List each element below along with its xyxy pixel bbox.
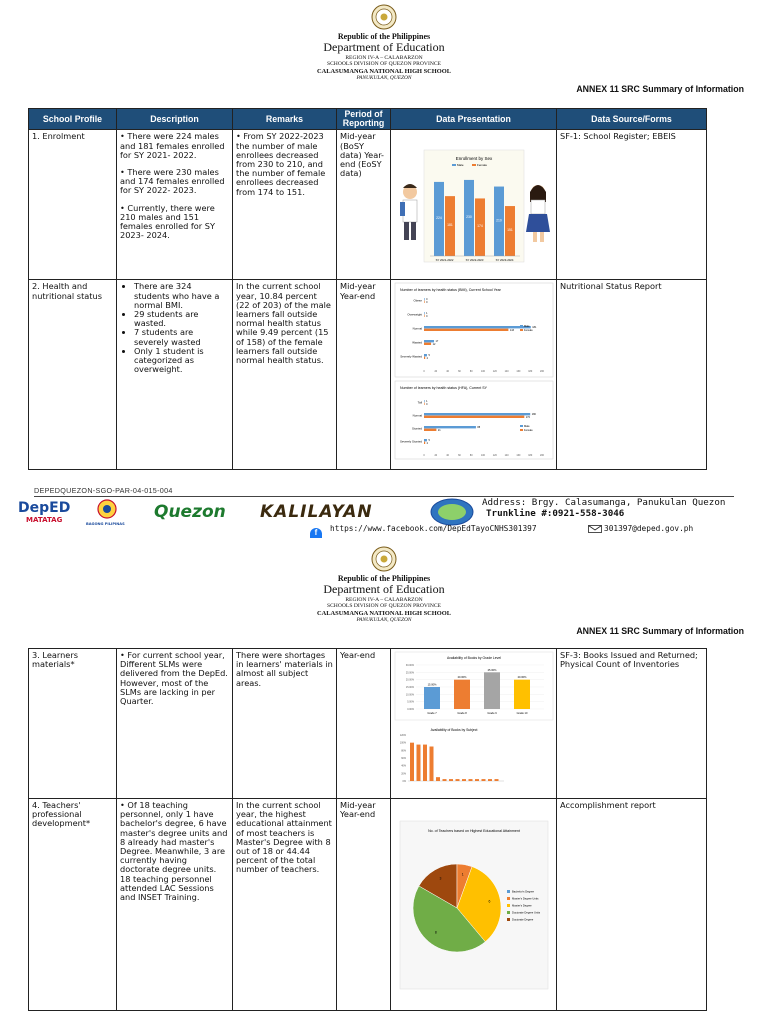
subject-bar — [436, 777, 440, 781]
row4-period: Mid-year Year-end — [337, 799, 391, 1011]
subject-tick-label: 80% — [400, 749, 406, 753]
hbar-tick-label: 20 — [433, 454, 437, 458]
hbar — [424, 301, 425, 303]
enroll-data-label: 210 — [495, 218, 502, 223]
quezon-logo: Quezon — [154, 502, 226, 522]
books-subject-title: Availability of Books by Subject — [430, 728, 477, 732]
legend-male: Male — [523, 425, 530, 429]
bmi-chart-title: Number of learners by health status (BMI), Current School Year — [399, 288, 501, 293]
row1-profile: 1. Enrolment — [29, 130, 117, 280]
matatag-logo: MATATAG — [26, 516, 63, 524]
books-grade-chart — [394, 651, 554, 721]
row4-remarks: In the current school year, the highest educational attainment of most teachers is Master's Degree with 8 out of 18 or 44.44 percent of the total number of teachers. — [233, 799, 337, 1011]
grade-bar — [424, 687, 440, 709]
pie-legend-label: Bachelor's Degree — [511, 890, 534, 894]
hbar-data-label: 5 — [427, 439, 430, 443]
enroll-data-label: 230 — [465, 214, 472, 219]
pie-legend-label: Master's Degree — [511, 904, 532, 908]
col-header-remarks: Remarks — [233, 109, 337, 130]
hfa-chart-title: Number of learners by health status (HFA), Current SY — [399, 386, 487, 391]
hbar-tick-label: 40 — [445, 454, 449, 458]
hbar-tick-label: 40 — [445, 370, 449, 374]
pie-legend-swatch — [507, 911, 510, 914]
hbar-data-label: 0 — [425, 315, 427, 319]
subject-bar — [481, 779, 485, 781]
grade-tick-label: 15.00% — [405, 686, 414, 689]
hbar — [424, 403, 425, 405]
grade-category-label: Grade 7 — [426, 712, 437, 715]
teachers-pie-chart — [399, 820, 549, 990]
hbar — [424, 416, 524, 418]
hbar-data-label: 181 — [531, 326, 536, 330]
grade-data-label: 25.00% — [487, 668, 496, 672]
hbar-tick-label: 120 — [492, 454, 497, 458]
hbar-data-label: 2 — [426, 442, 428, 446]
hbar — [424, 312, 425, 314]
footer-facebook-link[interactable]: https://www.facebook.com/DepEdTayoCNHS301397 — [330, 524, 537, 533]
pie-chart-title: No. of Teachers based on Highest Educational Attainment — [427, 828, 520, 833]
hbar — [424, 413, 530, 415]
enroll-data-label: 181 — [446, 223, 453, 228]
hbar — [424, 329, 508, 331]
hbar-category-label: Stunted — [411, 426, 422, 431]
table-row — [29, 280, 707, 470]
header-division: SCHOOLS DIVISION OF QUEZON PROVINCE — [326, 61, 442, 68]
hbar-data-label: 0 — [425, 403, 427, 407]
row2-desc-1: • There are 324 students who have a normal BMI. — [134, 282, 229, 310]
hbar-category-label: Severely Wasted — [399, 354, 422, 359]
hbar — [424, 326, 531, 328]
legend-swatch-female — [520, 329, 523, 331]
hbar — [424, 442, 425, 444]
hbar-tick-label: 20 — [433, 370, 437, 374]
hbar-tick-label: 140 — [504, 454, 509, 458]
grade-tick-label: 20.00% — [405, 678, 414, 682]
header-region: REGION IV-A – CALABARZON — [345, 596, 423, 603]
hbar-data-label: 5 — [427, 354, 430, 358]
legend-male: Male — [456, 162, 464, 167]
row4-description: • Of 18 teaching personnel, only 1 have bachelor's degree, 6 have master's degree units and 8 already had master's Degree. Meanwhile, 3 are currently having doctorate degree units. 18 teaching personnel attended LAC Sessions and INSET Training. — [117, 799, 233, 1011]
legend-swatch-male — [520, 325, 523, 327]
row1-desc-2: • There were 230 males and 174 females enrolled for SY 2022- 2023. — [120, 167, 225, 196]
row2-desc-2: • 29 students are wasted. — [134, 310, 229, 328]
header-school: CALASUMANGA NATIONAL HIGH SCHOOL — [317, 609, 451, 617]
hbar-category-label: Normal — [412, 326, 422, 331]
pie-data-label: 1 — [461, 872, 464, 877]
row1-remarks: • From SY 2022-2023 the number of male enrollees decreased from 230 to 210, and the number of female enrollees decreased from 174 to 151. — [233, 130, 337, 280]
legend-male: Male — [523, 325, 530, 329]
books-subject-chart — [394, 723, 554, 789]
facebook-icon: f — [310, 528, 322, 538]
row3-period: Year-end — [337, 649, 391, 799]
hbar-category-label: Obese — [412, 298, 422, 303]
hbar-data-label: 12 — [432, 343, 435, 347]
deped-seal-icon — [371, 546, 397, 572]
subject-tick-label: 120% — [399, 734, 406, 737]
pie-legend-label: Doctorate Degree Units — [511, 911, 540, 915]
subject-tick-label: 100% — [399, 741, 406, 745]
row4-profile: 4. Teachers' professional development* — [29, 799, 117, 1011]
pie-legend-swatch — [507, 890, 510, 893]
header-republic: Republic of the Philippines — [337, 574, 431, 583]
legend-swatch-male — [452, 164, 456, 166]
pie-legend-swatch — [507, 918, 510, 921]
col-header-profile: School Profile — [29, 109, 117, 130]
enroll-data-label: 151 — [506, 227, 513, 232]
row1-desc-3: • Currently, there were 210 males and 151 females enrolled for SY 2023- 2024. — [120, 202, 215, 241]
hbar-data-label: 17 — [435, 340, 438, 344]
hbar-tick-label: 180 — [527, 370, 532, 374]
subject-tick-label: 40% — [400, 764, 406, 768]
pie-legend-swatch — [507, 904, 510, 907]
books-grade-title: Availability of Books by Grade Level — [446, 656, 501, 660]
row1-presentation — [391, 130, 557, 280]
enroll-data-label: 224 — [435, 215, 442, 220]
grade-category-label: Grade 9 — [486, 712, 497, 715]
row2-desc-4: • Only 1 student is categorized as overweight. — [134, 347, 229, 375]
hbar-data-label: 1 — [425, 400, 427, 404]
row2-desc-3: • 7 students are severely wasted — [134, 328, 229, 346]
pie-legend-swatch — [507, 897, 510, 900]
col-header-period: Period of Reporting — [337, 109, 391, 130]
hbar-data-label: 1 — [425, 312, 427, 316]
row1-source: SF-1: School Register; EBEIS — [557, 130, 707, 280]
header-division: SCHOOLS DIVISION OF QUEZON PROVINCE — [326, 603, 442, 610]
footer-address: Address: Brgy. Calasumanga, Panukulan Quezon — [482, 497, 726, 508]
header-republic: Republic of the Philippines — [337, 32, 431, 41]
grade-data-label: 15.00% — [427, 683, 436, 687]
table-row — [29, 799, 707, 1011]
enroll-category-label: SY 2023-2024 — [495, 257, 513, 262]
src-table-page2 — [28, 648, 707, 1011]
row4-presentation — [391, 799, 557, 1011]
hbar-tick-label: 0 — [422, 370, 425, 374]
kalilayan-logo: KALILAYAN — [260, 502, 373, 522]
legend-swatch-male — [520, 425, 523, 427]
row4-source: Accomplishment report — [557, 799, 707, 1011]
hbar-tick-label: 180 — [527, 454, 532, 458]
subject-bar — [449, 779, 453, 781]
grade-tick-label: 5.00% — [406, 700, 414, 704]
hbar-data-label: 180 — [531, 413, 536, 417]
page-footer — [0, 486, 768, 538]
grade-tick-label: 30.00% — [405, 664, 414, 667]
enroll-category-label: SY 2022-2023 — [465, 257, 483, 262]
col-header-source: Data Source/Forms — [557, 109, 707, 130]
grade-category-label: Grade 8 — [456, 712, 467, 715]
footer-email-link[interactable]: 301397@deped.gov.ph — [604, 524, 694, 533]
row2-description — [117, 280, 233, 470]
pie-legend-label: Doctorate Degree — [511, 918, 533, 922]
row2-remarks: In the current school year, 10.84 percent (22 of 203) of the male learners fall outside normal health status while 9.49 percent (15 of 158) of the female learners fall outside normal health status. — [233, 280, 337, 470]
mail-icon — [588, 525, 602, 533]
col-header-description: Description — [117, 109, 233, 130]
hbar-tick-label: 160 — [515, 370, 520, 374]
subject-tick-label: 0% — [402, 780, 406, 783]
legend-female: Female — [523, 329, 533, 333]
hbar-tick-label: 140 — [504, 370, 509, 374]
row1-period: Mid-year (BoSY data) Year-end (EoSY data) — [337, 130, 391, 280]
subject-bar — [416, 745, 420, 781]
deped-seal-icon — [371, 4, 397, 30]
grade-data-label: 20.00% — [457, 676, 466, 680]
header-town: PANUKULAN, QUEZON — [356, 617, 412, 624]
pie-data-label: 3 — [439, 875, 441, 880]
grade-bar — [514, 680, 530, 709]
grade-tick-label: 10.00% — [405, 693, 414, 697]
hbar-tick-label: 60 — [457, 454, 461, 458]
row3-source: SF-3: Books Issued and Returned; Physical Count of Inventories — [557, 649, 707, 799]
subject-bar — [429, 747, 433, 782]
pie-data-label: 8 — [434, 929, 437, 934]
header-department: Department of Education — [323, 40, 445, 55]
legend-swatch-female — [520, 429, 523, 431]
pie-legend-label: Master's Degree Units — [511, 897, 539, 901]
hbar-category-label: Wasted — [411, 340, 422, 345]
hbar — [424, 357, 425, 359]
hbar-tick-label: 160 — [515, 454, 520, 458]
subject-bar — [442, 779, 446, 781]
bagong-pilipinas-logo — [92, 499, 122, 523]
hbar-data-label: 88 — [476, 426, 480, 430]
hbar-data-label: 0 — [425, 298, 427, 302]
hbar-category-label: Normal — [412, 413, 422, 418]
subject-tick-label: 60% — [400, 757, 406, 760]
hbar-category-label: Tall — [417, 400, 422, 405]
footer-trunkline: Trunkline #:0921-558-3046 — [486, 508, 625, 519]
hbar-tick-label: 200 — [539, 370, 544, 374]
pie-data-label: 6 — [488, 898, 490, 903]
table-header-row — [29, 109, 707, 130]
grade-bar — [484, 672, 500, 709]
school-seal-icon — [430, 498, 474, 526]
header-school: CALASUMANGA NATIONAL HIGH SCHOOL — [317, 67, 451, 75]
hbar — [424, 315, 425, 317]
header-department: Department of Education — [323, 582, 445, 597]
subject-tick-label: 20% — [400, 772, 406, 776]
table-row — [29, 649, 707, 799]
legend-female: Female — [476, 162, 487, 167]
hbar-tick-label: 80 — [469, 454, 473, 458]
hbar-data-label: 2 — [426, 357, 428, 361]
row3-presentation — [391, 649, 557, 799]
hbar-tick-label: 60 — [457, 370, 461, 374]
girl-student-icon — [526, 185, 550, 242]
bmi-chart — [394, 282, 554, 378]
row3-description: • For current school year, Different SLMs were delivered from the DepEd. However, most of the SLMs are lacking in per Quarter. — [117, 649, 233, 799]
annex-title: ANNEX 11 SRC Summary of Information — [576, 84, 744, 94]
hbar-data-label: 0 — [425, 301, 427, 305]
grade-tick-label: 0.00% — [406, 708, 414, 711]
subject-bar — [488, 779, 492, 781]
subject-bar — [423, 745, 427, 781]
header-region: REGION IV-A – CALABARZON — [345, 54, 423, 61]
row1-description — [117, 130, 233, 280]
page1-header — [0, 4, 768, 81]
hbar-tick-label: 100 — [480, 454, 485, 458]
subject-bar — [455, 779, 459, 781]
page2-header — [0, 546, 768, 623]
hbar-tick-label: 200 — [539, 454, 544, 458]
enroll-chart-title: Enrollment by Sex — [455, 155, 492, 161]
doc-code: DEPEDQUEZON-SGO-PAR-04-015-004 — [34, 486, 173, 495]
pie-slices — [413, 864, 501, 952]
hbar-tick-label: 100 — [480, 370, 485, 374]
row2-profile: 2. Health and nutritional status — [29, 280, 117, 470]
hbar — [424, 400, 425, 402]
table-row — [29, 130, 707, 280]
hbar-data-label: 170 — [525, 416, 530, 420]
src-table-page1 — [28, 108, 707, 470]
subject-bar — [475, 779, 479, 781]
enrollment-chart — [394, 140, 554, 270]
bagong-pilipinas-text: BAGONG PILIPINAS — [86, 522, 125, 526]
hbar — [424, 298, 425, 300]
row3-profile: 3. Learners materials* — [29, 649, 117, 799]
hbar-tick-label: 80 — [469, 370, 473, 374]
grade-category-label: Grade 10 — [516, 712, 527, 715]
hbar-category-label: Severely Stunted — [399, 439, 422, 444]
grade-data-label: 20.00% — [517, 676, 526, 680]
hbar-data-label: 21 — [437, 429, 441, 433]
col-header-presentation: Data Presentation — [391, 109, 557, 130]
subject-bar — [410, 743, 414, 781]
hbar-tick-label: 0 — [422, 454, 425, 458]
grade-tick-label: 25.00% — [405, 671, 414, 675]
row2-period: Mid-year Year-end — [337, 280, 391, 470]
hbar-category-label: Overweight — [406, 312, 422, 317]
boy-student-icon — [400, 184, 417, 240]
hbar — [424, 429, 436, 431]
hbar-data-label: 143 — [509, 329, 514, 333]
hbar — [424, 343, 431, 345]
hfa-chart — [394, 380, 554, 460]
header-town: PANUKULAN, QUEZON — [356, 75, 412, 82]
row2-presentation — [391, 280, 557, 470]
hbar-tick-label: 120 — [492, 370, 497, 374]
row1-desc-1: • There were 224 males and 181 females enrolled for SY 2021- 2022. — [120, 131, 225, 160]
subject-bar — [494, 779, 498, 781]
row2-source: Nutritional Status Report — [557, 280, 707, 470]
subject-bar — [462, 779, 466, 781]
legend-female: Female — [523, 429, 533, 433]
annex-title: ANNEX 11 SRC Summary of Information — [576, 626, 744, 636]
enroll-data-label: 174 — [476, 224, 483, 229]
grade-bar — [454, 680, 470, 709]
deped-logo: DepED — [18, 500, 71, 516]
hbar — [424, 426, 476, 428]
subject-bar — [468, 779, 472, 781]
subject-bars — [399, 734, 503, 783]
legend-swatch-female — [472, 164, 476, 166]
enroll-category-label: SY 2021-2022 — [435, 257, 453, 262]
row3-remarks: There were shortages in learners' materials in almost all subject areas. — [233, 649, 337, 799]
